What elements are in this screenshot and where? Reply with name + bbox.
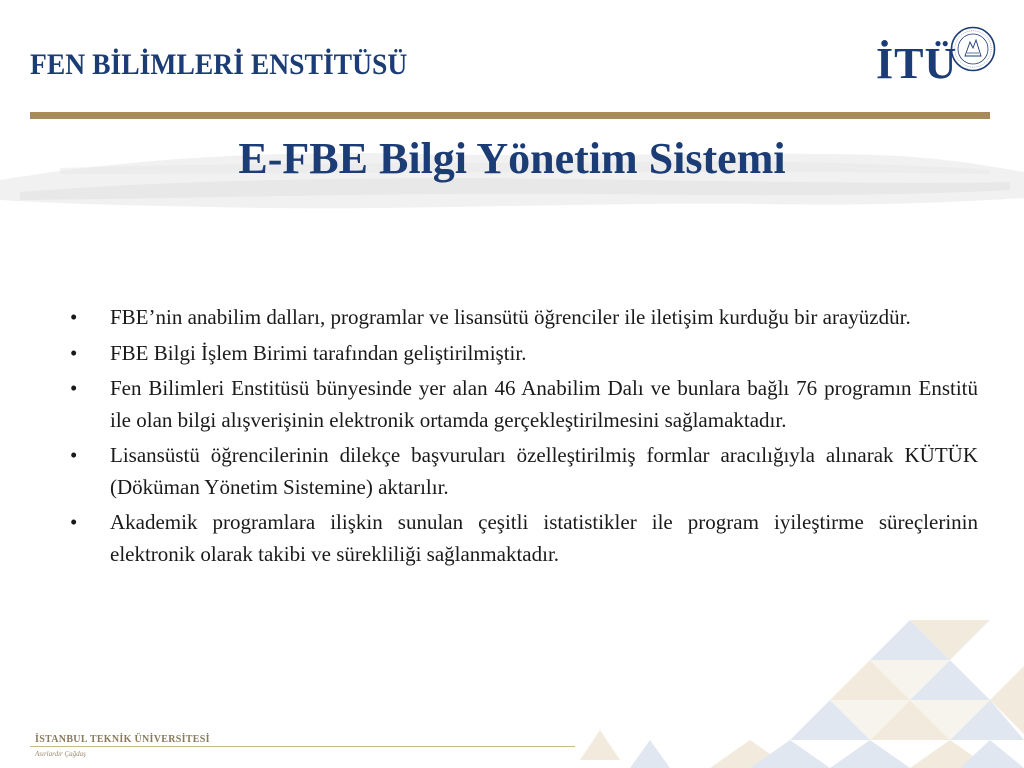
bullet-icon: • xyxy=(70,443,78,467)
bullet-text: FBE’nin anabilim dalları, programlar ve lisansütü öğrenciler ile iletişim kurduğu bir arayüzdür. xyxy=(110,305,911,329)
bullet-text: Akademik programlara ilişkin sunulan çeşitli istatistikler ile program iyileştirme süreçlerinin elektronik olarak takibi ve sürekliliği sağlanmaktadır. xyxy=(110,510,978,566)
header-divider xyxy=(30,112,990,119)
institute-title: FEN BİLİMLERİ ENSTİTÜSÜ xyxy=(30,48,408,81)
list-item xyxy=(70,338,978,370)
bullet-icon: • xyxy=(70,305,78,329)
footer-university-name: İSTANBUL TEKNİK ÜNİVERSİTESİ xyxy=(35,734,210,745)
itu-logo xyxy=(876,26,996,100)
university-seal-icon xyxy=(950,26,996,72)
slide-title: E-FBE Bilgi Yönetim Sistemi xyxy=(238,134,786,183)
list-item xyxy=(70,507,978,570)
bullet-text: Fen Bilimleri Enstitüsü bünyesinde yer alan 46 Anabilim Dalı ve bunlara bağlı 76 programın Enstitü ile olan bilgi alışverişinin elektronik ortamda gerçekleştirilmesini sağlamaktadır. xyxy=(110,376,978,432)
list-item xyxy=(70,373,978,436)
bullet-text: Lisansüstü öğrencilerinin dilekçe başvuruları özelleştirilmiş formlar aracılığıyla alınarak KÜTÜK (Döküman Yönetim Sistemine) aktarılır. xyxy=(110,443,978,499)
list-item xyxy=(70,440,978,503)
bullet-text: FBE Bilgi İşlem Birimi tarafından geliştirilmiştir. xyxy=(110,340,527,365)
footer-divider xyxy=(30,746,575,747)
bullet-icon: • xyxy=(70,510,78,534)
bullet-icon: • xyxy=(70,376,78,400)
bullet-icon: • xyxy=(70,340,78,365)
decorative-triangle-pattern xyxy=(560,600,1024,768)
bullet-list xyxy=(70,302,978,574)
logo-text: İTÜ xyxy=(876,39,958,88)
footer-tagline: Asırlardır Çağdaş xyxy=(35,750,86,758)
list-item xyxy=(70,302,978,334)
